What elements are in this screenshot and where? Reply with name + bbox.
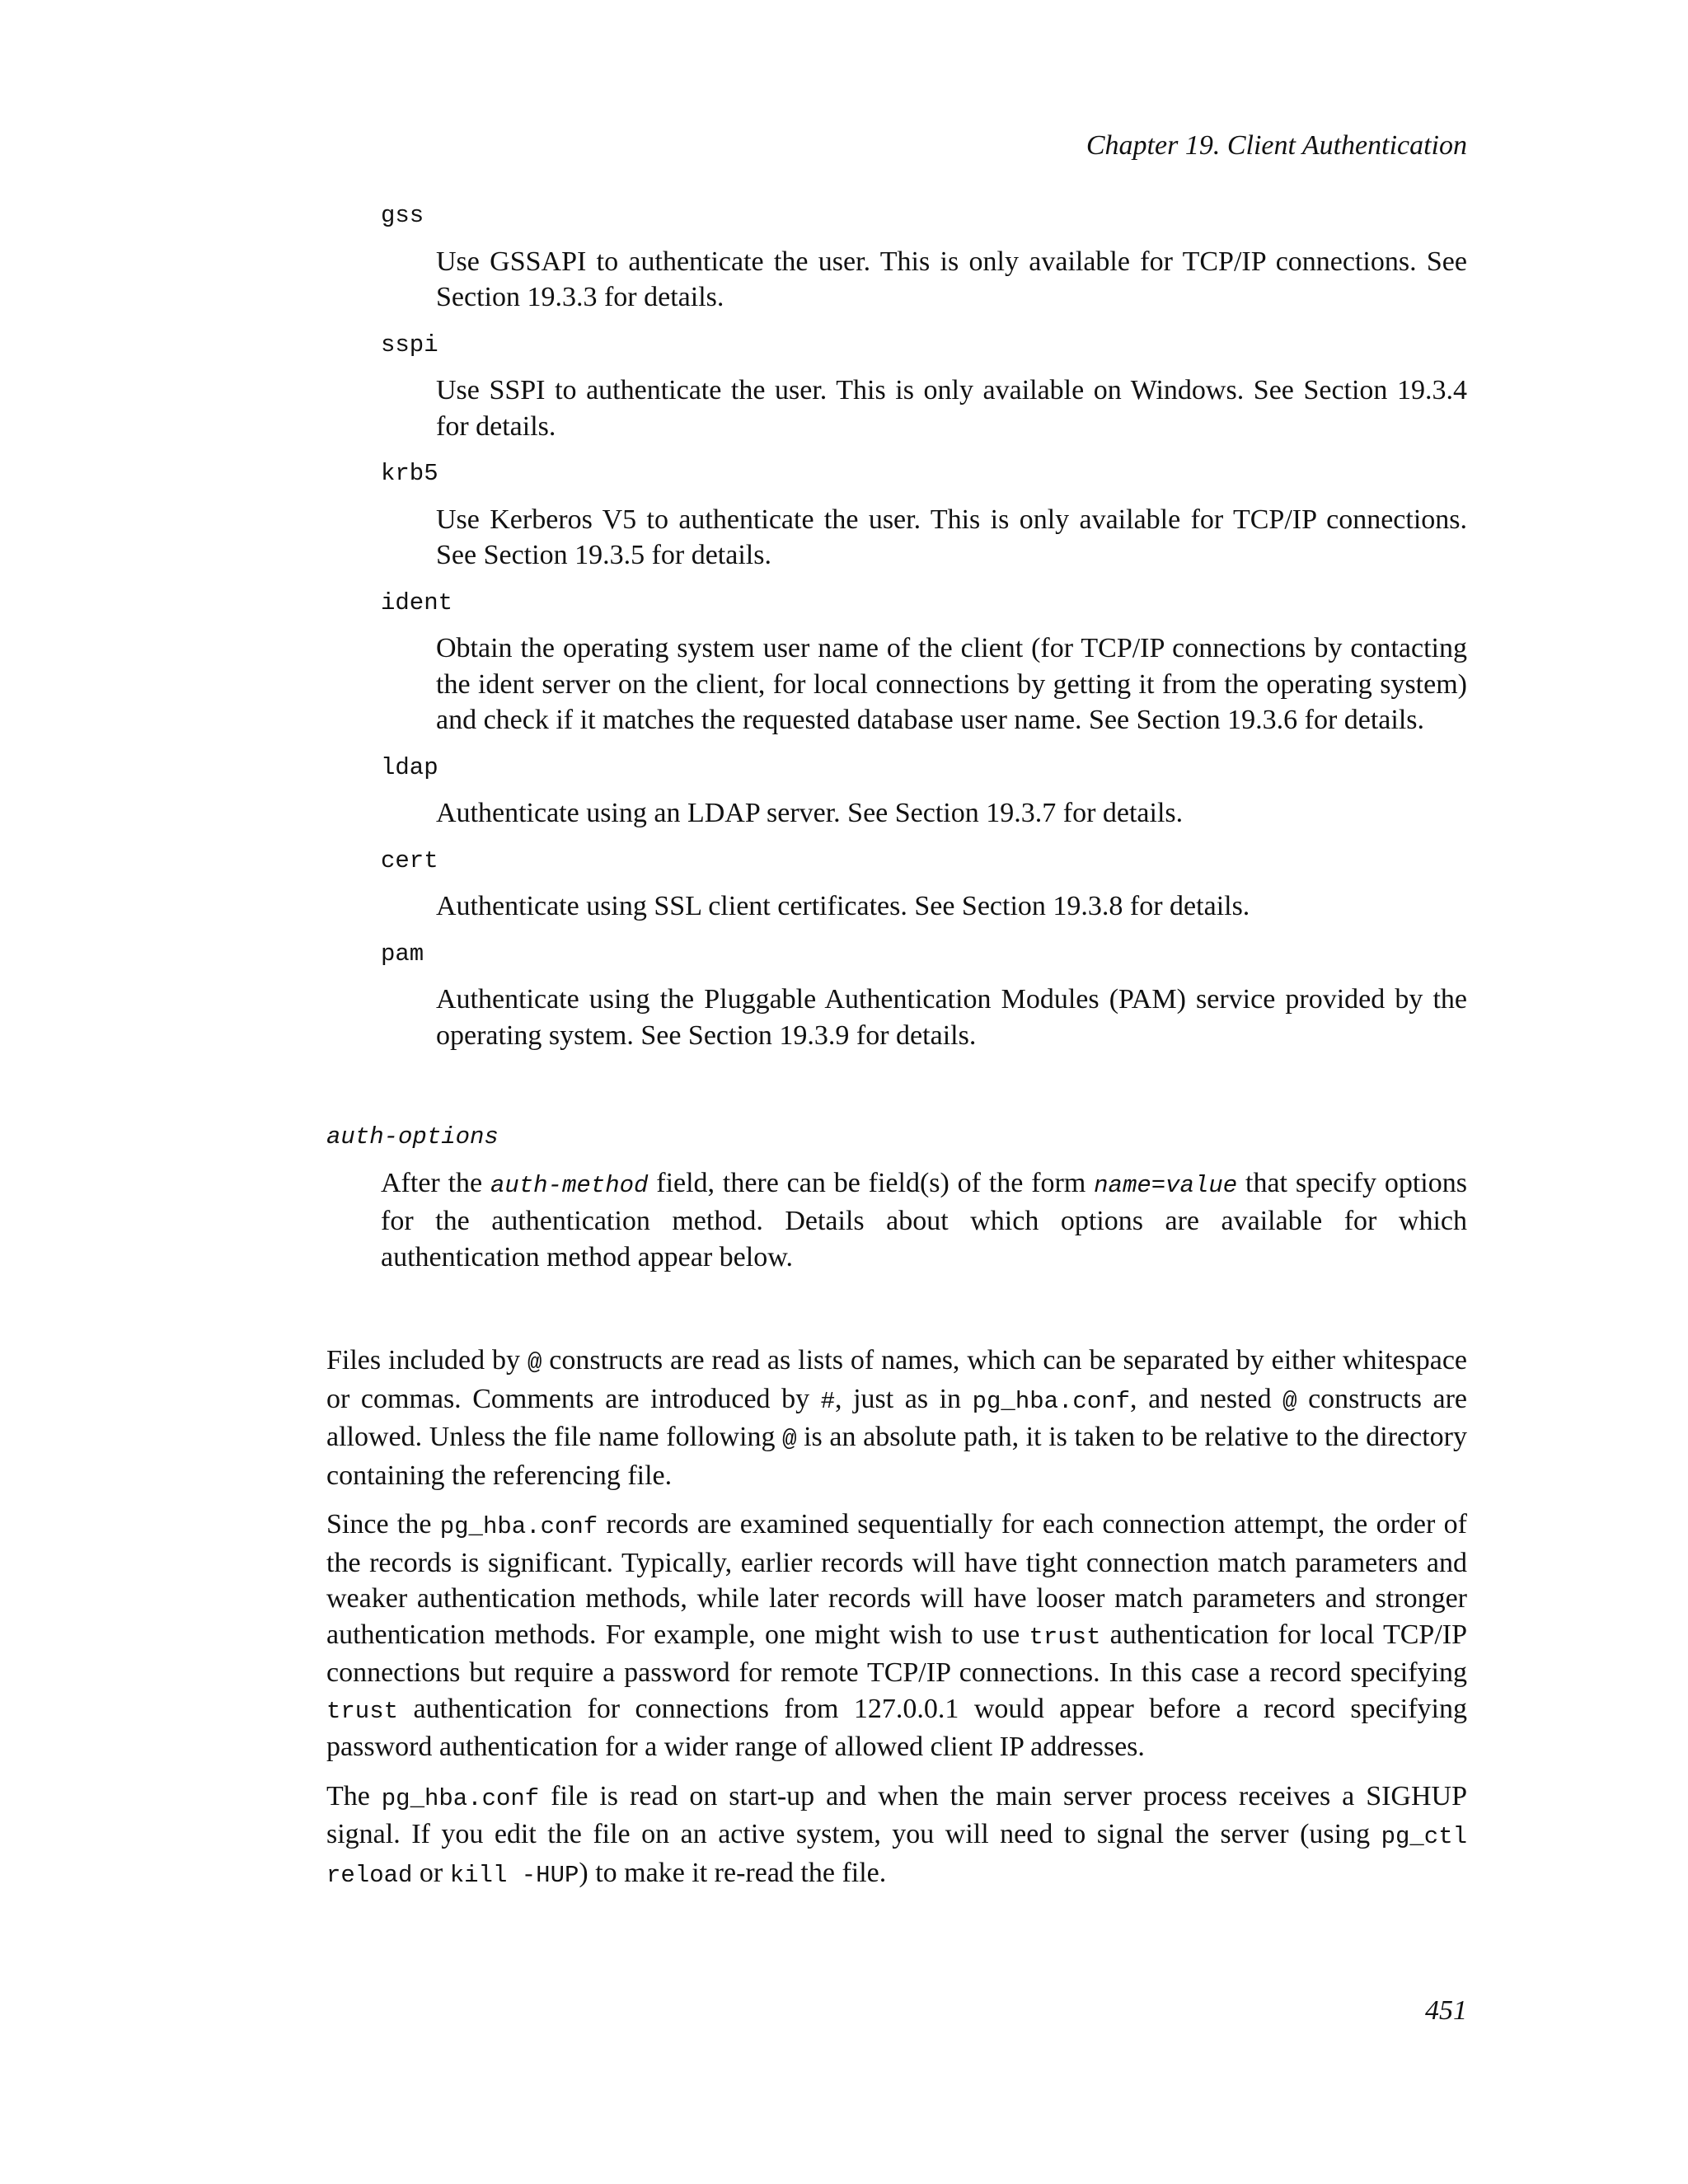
page-content [326,198,1467,1906]
method-description-gss: Use GSSAPI to authenticate the user. This is only available for TCP/IP connections. See Section 19.3.3 for details. [436,246,1467,312]
running-header: Chapter 19. Client Authentication [1085,130,1467,161]
method-description-sspi: Use SSPI to authenticate the user. This is only available on Windows. See Section 19.3.4 for details. [436,375,1467,442]
code-name-value: name=value [1094,1171,1238,1199]
code-pg-hba-conf: pg_hba.conf [381,1784,540,1812]
method-term-sspi: sspi [381,330,438,359]
method-term-ldap: ldap [381,753,438,781]
code-pg-ctl-reload: pg_ctl reload [326,1823,1467,1889]
text-run: The [326,1780,382,1811]
text-run: file is read on start-up and when the main server process receives a SIGHUP signal. If you edit the file on an active system, you will need to signal the server (using [326,1780,1467,1849]
code-kill-hup: kill -HUP [449,1861,579,1889]
code-at: @ [527,1349,542,1376]
method-description-pam: Authenticate using the Pluggable Authentication Modules (PAM) service provided by the operating system. See Section 19.3.9 for details. [436,984,1467,1051]
code-pg-hba-conf: pg_hba.conf [972,1387,1131,1415]
auth-options-term: auth-options [326,1123,499,1151]
text-run: constructs are allowed. Unless the file name following [326,1383,1467,1452]
text-run: After the [381,1167,490,1198]
text-run: authentication for connections from 127.0.0.1 would appear before a record specifying password authentication for a wider range of allowed client IP addresses. [326,1693,1467,1762]
paragraph-record-order [326,1507,1467,1765]
text-run: Since the [326,1509,440,1540]
text-run: constructs are read as lists of names, which can be separated by either whitespace or commas. Comments are introduced by [326,1345,1467,1414]
method-term-cert: cert [381,846,438,874]
text-run: or [412,1857,450,1888]
paragraph-reload [326,1779,1467,1894]
text-run: authentication for local TCP/IP connections but require a password for remote TCP/IP connections. In this case a record specifying [326,1619,1468,1688]
code-trust: trust [1029,1623,1101,1651]
text-run: that specify options for the authentication method. Details about which options are available for which authentication method appear below. [381,1167,1467,1272]
method-term-gss: gss [381,202,424,229]
method-description-ident: Obtain the operating system user name of the client (for TCP/IP connections by contacting the ident server on the client, for local connections by getting it from the operating system) and check if it matches the requested database user name. See Section 19.3.6 for details. [436,633,1467,735]
method-description-krb5: Use Kerberos V5 to authenticate the user. This is only available for TCP/IP connections. See Section 19.3.5 for details. [436,504,1467,570]
method-term-ident: ident [381,588,453,616]
code-at: @ [782,1426,797,1453]
text-run: records are examined sequentially for each connection attempt, the order of the records is significant. Typically, earlier records will have tight connection match parameters and weaker authentication methods, while later records will have looser match parameters and stronger authentication methods. For example, one might wish to use [326,1509,1467,1650]
text-run: ) to make it re-read the file. [579,1857,887,1888]
page-number: 451 [1425,1995,1467,2026]
method-term-krb5: krb5 [381,460,438,487]
method-description-ldap: Authenticate using an LDAP server. See Section 19.3.7 for details. [436,798,1184,828]
code-at: @ [1282,1387,1297,1415]
auth-options-description [381,1165,1467,1276]
text-run: , and nested [1130,1383,1283,1414]
paragraph-included-files [326,1343,1467,1493]
code-hash: # [820,1387,836,1415]
code-pg-hba-conf: pg_hba.conf [439,1513,598,1540]
method-description-cert: Authenticate using SSL client certificates. See Section 19.3.8 for details. [436,891,1250,921]
code-auth-method: auth-method [490,1171,649,1199]
code-trust: trust [326,1697,399,1725]
text-run: is an absolute path, it is taken to be relative to the directory containing the referencing file. [326,1422,1467,1491]
method-term-pam: pam [381,940,424,968]
text-run: , just as in [835,1383,973,1414]
text-run: Files included by [326,1345,528,1376]
text-run: field, there can be field(s) of the form [648,1167,1095,1198]
